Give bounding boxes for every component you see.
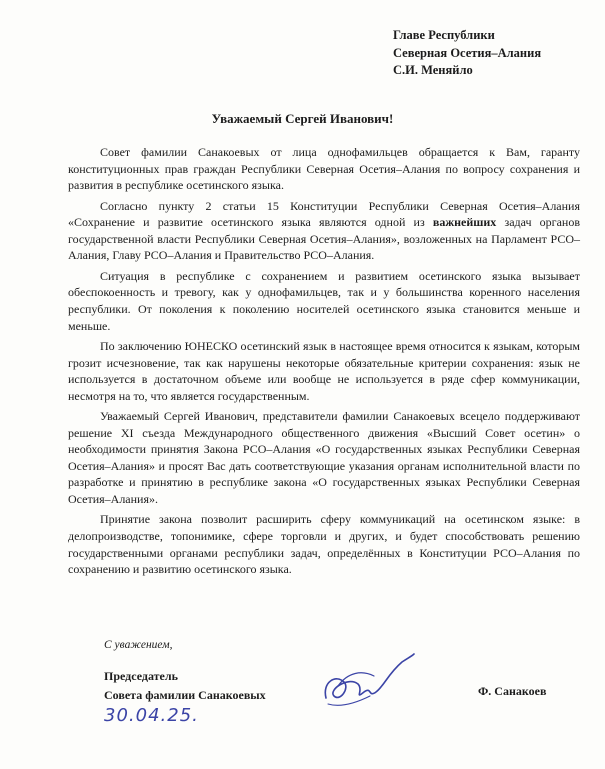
emphasis-bold: важнейших: [432, 215, 497, 230]
signatory-title-line-2: Совета фамилии Санакоевых: [104, 688, 266, 702]
closing-phrase: С уважением,: [104, 639, 173, 651]
signatory-name: Ф. Санакоев: [478, 684, 547, 698]
signatory-title-line-1: Председатель: [104, 669, 178, 683]
addressee-line-3: С.И. Меняйло: [393, 63, 473, 77]
handwritten-signature: [318, 652, 418, 714]
paragraph-4: По заключению ЮНЕСКО осетинский язык в настоящее время относится к языкам, которым грозит исчезновение, так как нарушены некоторые обязательные критерии сохранения: язык не используется в достаточном объеме или вообще не используется в ряде сфер коммуникации, несмотря на то, что является государственным.: [68, 338, 580, 403]
handwritten-date: 30.04.25.: [104, 705, 199, 726]
addressee-block: [393, 27, 541, 80]
paragraph-3: Ситуация в республике с сохранением и развитием осетинского языка вызывает обеспокоенность и тревогу, как у однофамильцев, так и у большинства коренного населения республики. От поколения к поколению носителей осетинского языка становится меньше и меньше.: [68, 268, 580, 333]
paragraph-6: Принятие закона позволит расширить сферу коммуникаций на осетинском языке: в делопроизводстве, топонимике, сфере торговли и других, и будет способствовать решению государственными органами республики задач, определённых в Конституции РСО–Алания по сохранению и развитию осетинского языка.: [68, 512, 580, 577]
addressee-line-1: Главе Республики: [393, 28, 495, 42]
paragraph-5: Уважаемый Сергей Иванович, представители фамилии Санакоевых всецело поддерживают решение XI съезда Международного общественного движения «Высший Совет осетин» о необходимости принятия Закона РСО–Алания «О государственных языках Республики Северная Осетия–Алания» и просят Вас дать соответствующие указания органам исполнительной власти по разработке и принятию в республике закона «О государственных языках Республики Северная Осетия–Алания».: [68, 409, 580, 507]
greeting: Уважаемый Сергей Иванович!: [211, 111, 394, 126]
paragraph-1: Совет фамилии Санакоевых от лица однофамильцев обращается к Вам, гаранту конституционных прав граждан Республики Северная Осетия–Алания по вопросу сохранения и развития в республике осетинского языка.: [68, 145, 580, 193]
signatory-title: [104, 667, 266, 705]
addressee-line-2: Северная Осетия–Алания: [393, 45, 542, 60]
paragraph-2: Согласно пункту 2 статьи 15 Конституции Республики Северная Осетия–Алания «Сохранение и развитие осетинского языка являются одной из важнейших задач органов государственной власти Республики Северная Осетия–Алания», возложенных на Парламент РСО–Алания, Главу РСО–Алания и Правительство РСО–Алания.: [68, 198, 581, 263]
letter-body: [68, 144, 580, 582]
